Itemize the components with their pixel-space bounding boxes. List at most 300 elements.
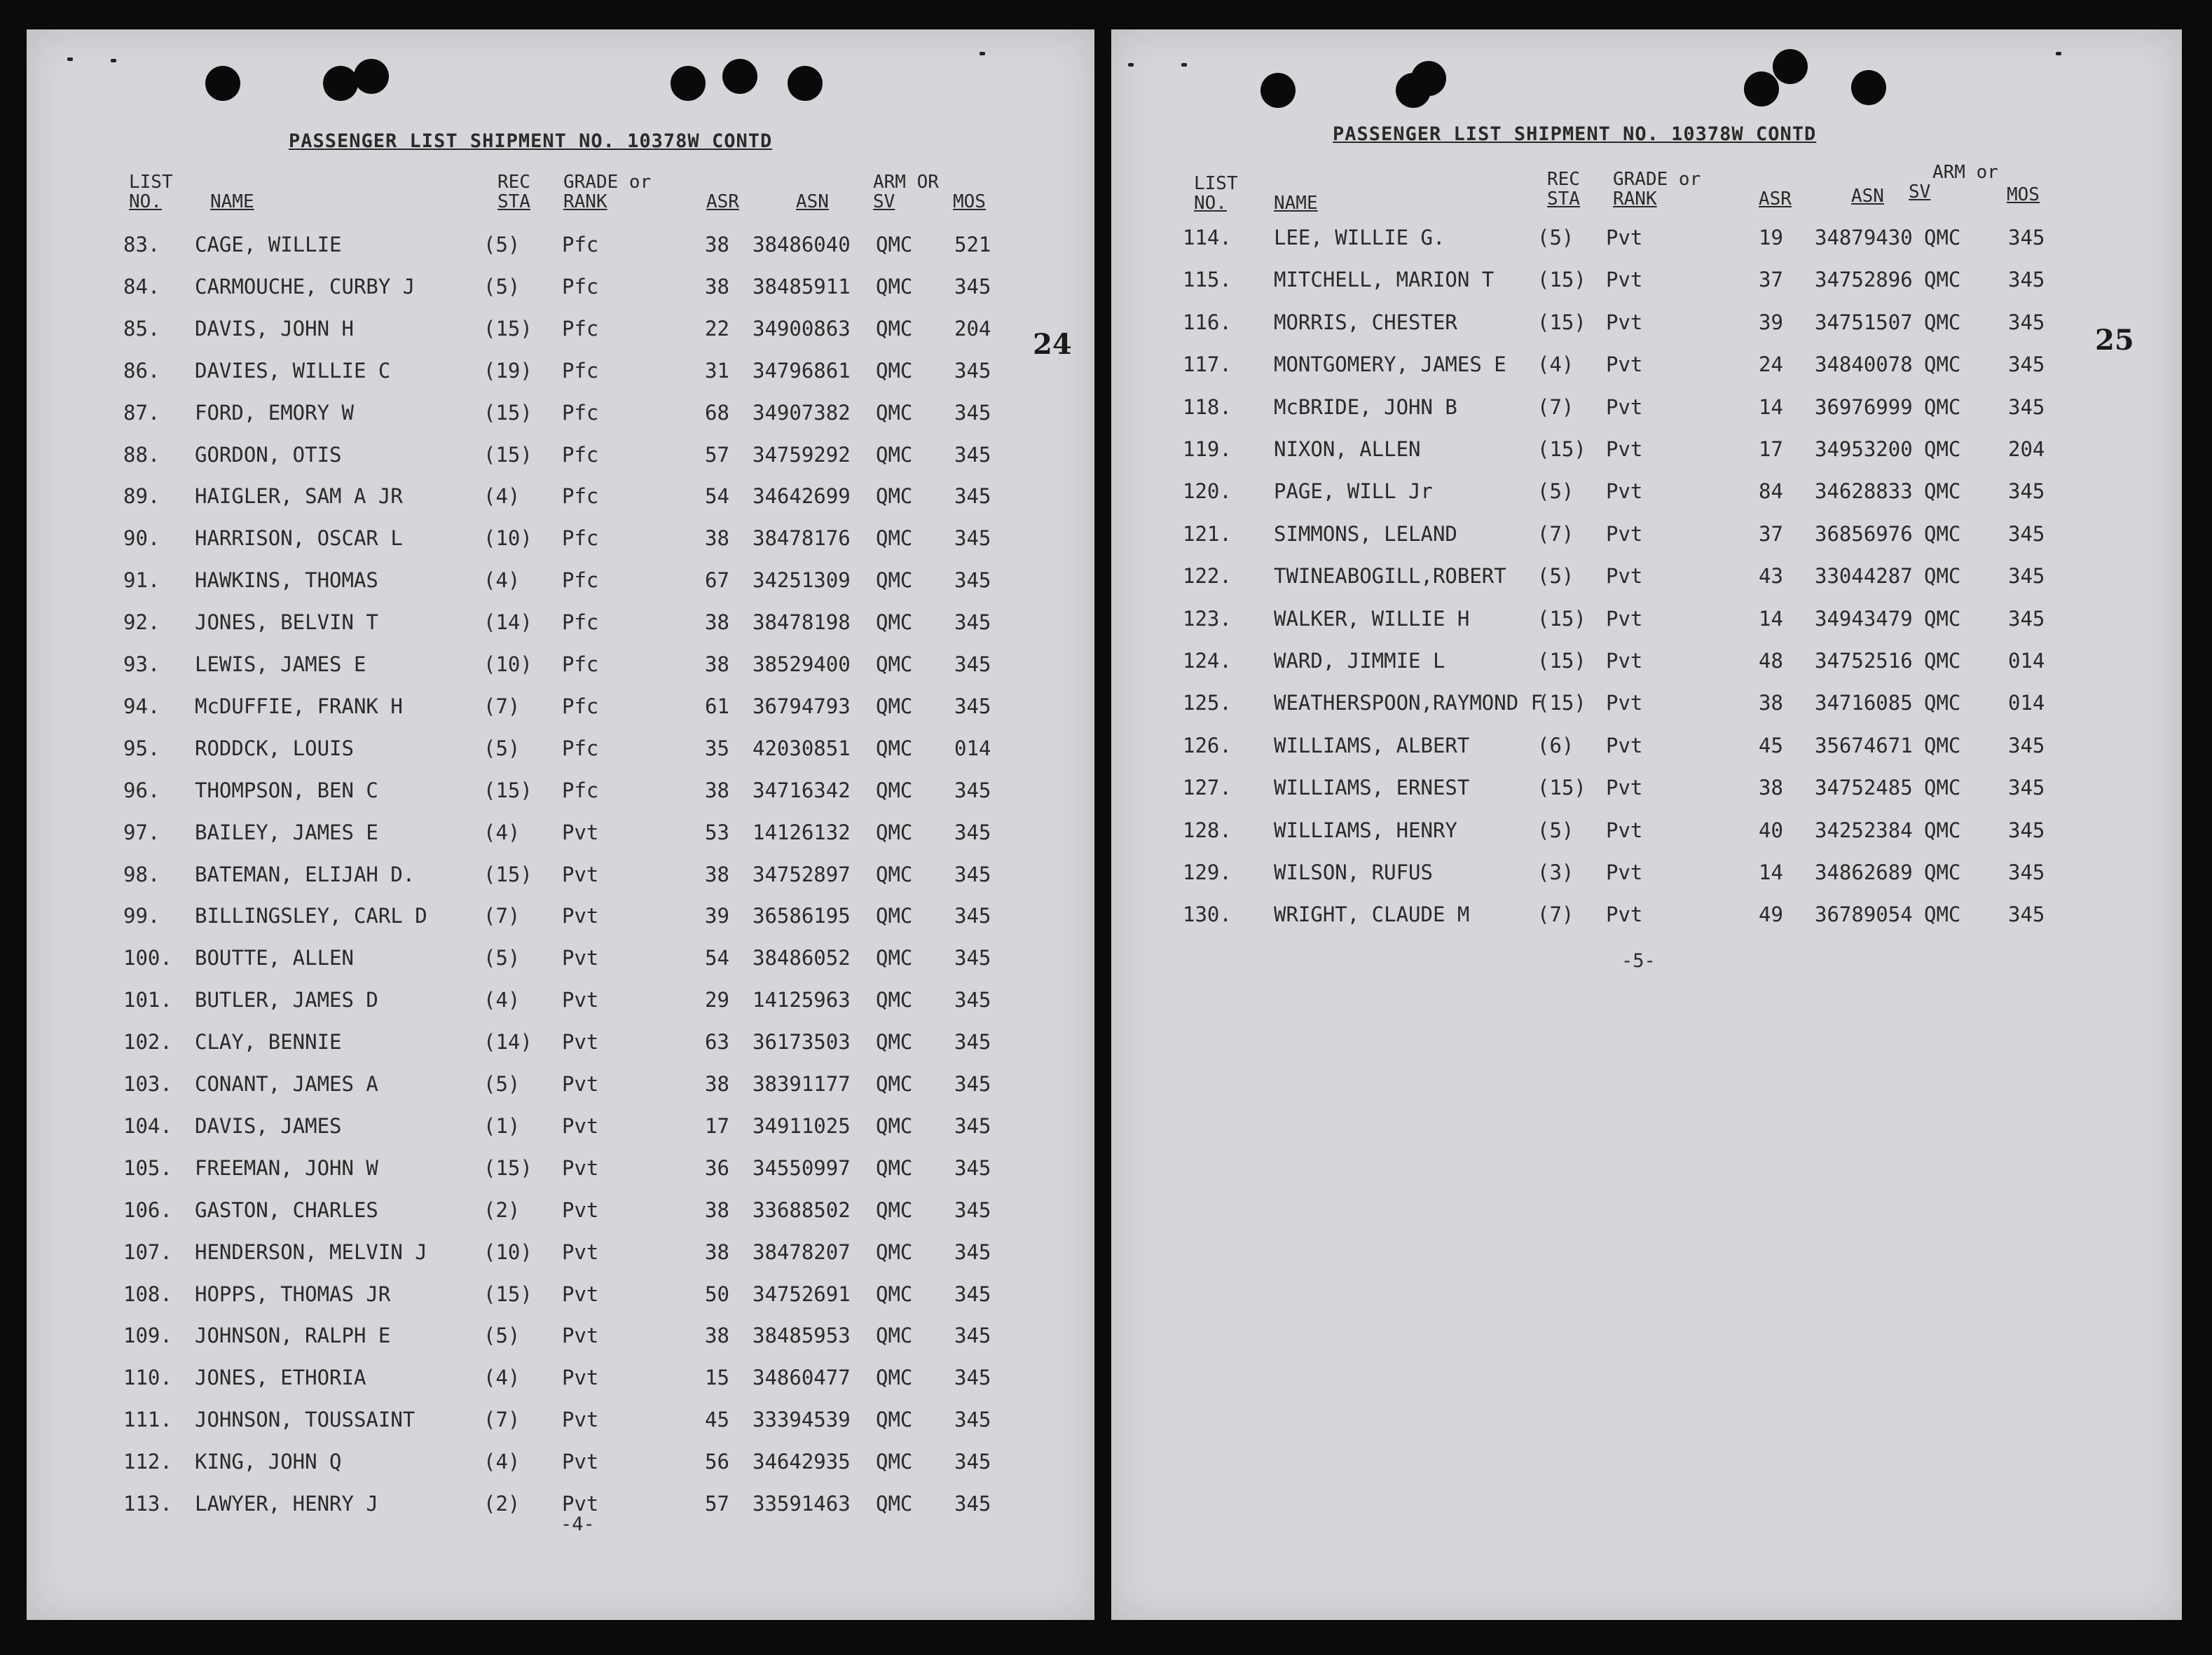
row-rec-sta: (7) [483, 904, 521, 928]
row-name: HOPPS, THOMAS JR [195, 1282, 391, 1306]
row-asr: 38 [705, 862, 729, 886]
row-rec-sta: (10) [483, 652, 533, 676]
table-row [1111, 310, 2182, 338]
row-list-no: 126. [1183, 733, 1232, 757]
row-rec-sta: (5) [483, 1324, 521, 1348]
header-list-no: LIST NO. [129, 172, 173, 212]
row-grade: Pvt [562, 820, 599, 844]
row-asn: 38486040 [753, 233, 851, 256]
row-mos: 345 [2008, 606, 2045, 631]
row-grade: Pfc [562, 274, 599, 298]
row-arm: QMC [876, 736, 913, 760]
row-name: THOMPSON, BEN C [195, 778, 378, 802]
row-asn: 38486052 [753, 946, 851, 970]
row-asn: 34796861 [753, 358, 851, 383]
row-asr: 37 [1759, 521, 1783, 546]
row-name: WRIGHT, CLAUDE M [1274, 902, 1470, 927]
row-asr: 24 [1759, 352, 1783, 377]
row-arm: QMC [876, 1155, 913, 1180]
header-arm: ARM OR SV [873, 172, 939, 212]
row-list-no: 100. [123, 946, 172, 970]
row-rec-sta: (15) [483, 316, 533, 341]
row-asr: 38 [1759, 691, 1783, 715]
row-asn: 34862689 [1815, 860, 1913, 884]
row-name: BILLINGSLEY, CARL D [195, 904, 427, 928]
speck [111, 59, 116, 62]
row-grade: Pvt [1606, 310, 1643, 334]
left-document-page [27, 29, 1094, 1620]
table-row [1111, 395, 2182, 423]
row-asn: 34752516 [1815, 649, 1913, 673]
row-name: BUTLER, JAMES D [195, 988, 378, 1012]
row-asn: 34751507 [1815, 310, 1913, 334]
row-asn: 33688502 [753, 1197, 851, 1222]
row-arm: QMC [876, 1450, 913, 1474]
row-asn: 34879430 [1815, 226, 1913, 249]
row-grade: Pvt [1606, 352, 1643, 377]
row-arm: QMC [1924, 691, 1961, 715]
row-list-no: 101. [123, 988, 172, 1012]
row-arm: QMC [1924, 352, 1961, 377]
punch-hole [1411, 61, 1446, 96]
row-name: PAGE, WILL Jr [1274, 479, 1433, 504]
row-grade: Pvt [562, 1113, 599, 1138]
table-row [27, 526, 1094, 554]
table-row [1111, 776, 2182, 804]
row-mos: 345 [954, 1282, 991, 1306]
header-asr: ASR [706, 191, 739, 212]
row-name: JOHNSON, TOUSSAINT [195, 1408, 415, 1432]
table-row [27, 736, 1094, 764]
row-asr: 22 [705, 316, 729, 341]
row-grade: Pvt [1606, 902, 1643, 927]
header-asn: ASN [796, 191, 829, 212]
row-arm: QMC [876, 778, 913, 802]
row-grade: Pfc [562, 484, 599, 509]
table-row [27, 401, 1094, 429]
row-mos: 345 [954, 778, 991, 802]
row-asr: 38 [705, 610, 729, 635]
row-asr: 63 [705, 1030, 729, 1055]
punch-hole [1260, 73, 1296, 108]
row-asn: 34716342 [753, 778, 851, 802]
row-arm: QMC [876, 1239, 913, 1264]
table-row [27, 652, 1094, 680]
row-list-no: 120. [1183, 479, 1232, 504]
table-row [27, 1282, 1094, 1310]
row-list-no: 86. [123, 358, 160, 383]
punch-hole [671, 66, 706, 101]
row-arm: QMC [876, 946, 913, 970]
row-mos: 345 [954, 1408, 991, 1432]
row-mos: 345 [2008, 479, 2045, 504]
table-row [27, 275, 1094, 303]
row-name: CARMOUCHE, CURBY J [195, 274, 415, 298]
row-asn: 36586195 [753, 904, 851, 928]
row-asr: 61 [705, 694, 729, 718]
row-asn: 34752691 [753, 1282, 851, 1306]
row-rec-sta: (4) [1537, 352, 1574, 377]
row-arm: QMC [876, 233, 913, 256]
row-mos: 345 [2008, 310, 2045, 334]
row-rec-sta: (5) [1537, 564, 1574, 589]
row-list-no: 105. [123, 1155, 172, 1180]
row-asr: 37 [1759, 268, 1783, 292]
row-mos: 345 [2008, 352, 2045, 377]
row-list-no: 104. [123, 1113, 172, 1138]
row-asn: 38485953 [753, 1324, 851, 1348]
row-grade: Pfc [562, 778, 599, 802]
row-grade: Pfc [562, 316, 599, 341]
row-mos: 345 [2008, 818, 2045, 842]
row-list-no: 116. [1183, 310, 1232, 334]
table-row [27, 1450, 1094, 1478]
row-name: GASTON, CHARLES [195, 1197, 378, 1222]
table-row [1111, 860, 2182, 888]
row-asr: 48 [1759, 649, 1783, 673]
row-grade: Pvt [1606, 394, 1643, 419]
row-mos: 345 [954, 1366, 991, 1390]
row-name: BAILEY, JAMES E [195, 820, 378, 844]
row-name: DAVIES, WILLIE C [195, 358, 391, 383]
table-row [1111, 479, 2182, 507]
row-list-no: 112. [123, 1450, 172, 1474]
row-grade: Pvt [562, 1239, 599, 1264]
row-list-no: 99. [123, 904, 160, 928]
row-grade: Pvt [562, 988, 599, 1012]
row-arm: QMC [876, 694, 913, 718]
row-name: WALKER, WILLIE H [1274, 606, 1470, 631]
row-rec-sta: (15) [1537, 649, 1586, 673]
table-row [27, 946, 1094, 974]
row-asr: 38 [705, 1072, 729, 1096]
table-row [27, 778, 1094, 806]
row-mos: 345 [954, 484, 991, 509]
table-row [27, 1408, 1094, 1436]
row-asn: 14126132 [753, 820, 851, 844]
row-list-no: 119. [1183, 437, 1232, 461]
row-arm: QMC [1924, 437, 1961, 461]
row-list-no: 107. [123, 1239, 172, 1264]
row-rec-sta: (2) [483, 1492, 521, 1516]
row-grade: Pvt [562, 904, 599, 928]
row-asn: 36976999 [1815, 394, 1913, 419]
row-rec-sta: (4) [483, 1450, 521, 1474]
table-row [27, 568, 1094, 596]
row-name: WEATHERSPOON,RAYMOND F [1274, 691, 1544, 715]
row-grade: Pfc [562, 442, 599, 467]
table-row [1111, 268, 2182, 296]
row-rec-sta: (15) [1537, 691, 1586, 715]
row-rec-sta: (5) [1537, 479, 1574, 504]
row-list-no: 93. [123, 652, 160, 676]
row-arm: QMC [876, 358, 913, 383]
punch-hole [722, 59, 757, 94]
row-rec-sta: (15) [1537, 310, 1586, 334]
row-asn: 34752896 [1815, 268, 1913, 292]
row-asr: 39 [705, 904, 729, 928]
row-list-no: 118. [1183, 394, 1232, 419]
row-name: McBRIDE, JOHN B [1274, 394, 1457, 419]
row-arm: QMC [876, 1030, 913, 1055]
row-name: NIXON, ALLEN [1274, 437, 1421, 461]
row-asn: 34752485 [1815, 776, 1913, 800]
row-grade: Pvt [562, 1030, 599, 1055]
page-title: PASSENGER LIST SHIPMENT NO. 10378W CONTD [289, 130, 773, 152]
row-list-no: 123. [1183, 606, 1232, 631]
row-list-no: 125. [1183, 691, 1232, 715]
row-asn: 34251309 [753, 568, 851, 593]
row-grade: Pvt [1606, 437, 1643, 461]
row-rec-sta: (15) [1537, 437, 1586, 461]
row-arm: QMC [876, 1324, 913, 1348]
right-document-page [1111, 29, 2182, 1620]
table-row [1111, 607, 2182, 635]
row-asn: 33044287 [1815, 564, 1913, 589]
row-rec-sta: (15) [1537, 776, 1586, 800]
row-mos: 345 [954, 1155, 991, 1180]
row-list-no: 111. [123, 1408, 172, 1432]
punch-hole [205, 66, 240, 101]
row-rec-sta: (5) [1537, 818, 1574, 842]
row-rec-sta: (5) [1537, 226, 1574, 249]
row-arm: QMC [1924, 564, 1961, 589]
row-arm: QMC [1924, 860, 1961, 884]
row-rec-sta: (5) [483, 736, 521, 760]
row-asr: 54 [705, 946, 729, 970]
row-mos: 345 [954, 526, 991, 551]
row-mos: 345 [954, 568, 991, 593]
row-grade: Pvt [1606, 649, 1643, 673]
row-list-no: 98. [123, 862, 160, 886]
punch-hole [788, 66, 823, 101]
table-row [1111, 691, 2182, 719]
row-rec-sta: (10) [483, 1239, 533, 1264]
row-mos: 345 [954, 1492, 991, 1516]
row-asn: 34911025 [753, 1113, 851, 1138]
row-rec-sta: (4) [483, 988, 521, 1012]
row-list-no: 113. [123, 1492, 172, 1516]
row-arm: QMC [1924, 606, 1961, 631]
row-rec-sta: (1) [483, 1113, 521, 1138]
row-asr: 14 [1759, 606, 1783, 631]
row-arm: QMC [876, 316, 913, 341]
row-mos: 345 [954, 1030, 991, 1055]
row-asr: 49 [1759, 902, 1783, 927]
punch-hole [323, 66, 358, 101]
table-row [27, 233, 1094, 261]
header-list-no: LIST NO. [1194, 173, 1238, 214]
row-asn: 36794793 [753, 694, 851, 718]
row-grade: Pvt [562, 946, 599, 970]
row-rec-sta: (3) [1537, 860, 1574, 884]
header-mos: MOS [953, 191, 986, 212]
row-asn: 38529400 [753, 652, 851, 676]
header-name: NAME [210, 191, 254, 212]
table-row [27, 484, 1094, 512]
row-grade: Pfc [562, 568, 599, 593]
table-row [27, 1198, 1094, 1226]
row-asr: 56 [705, 1450, 729, 1474]
page-number: -4- [561, 1513, 595, 1535]
row-asr: 38 [705, 1197, 729, 1222]
row-grade: Pfc [562, 358, 599, 383]
row-arm: QMC [1924, 226, 1961, 249]
row-asr: 67 [705, 568, 729, 593]
table-row [1111, 818, 2182, 846]
row-asr: 57 [705, 1492, 729, 1516]
header-rec-sta: REC STA [1547, 169, 1580, 210]
row-name: WARD, JIMMIE L [1274, 649, 1445, 673]
table-row [27, 820, 1094, 849]
row-name: JONES, ETHORIA [195, 1366, 366, 1390]
row-asr: 50 [705, 1282, 729, 1306]
row-rec-sta: (15) [483, 862, 533, 886]
row-asn: 42030851 [753, 736, 851, 760]
row-list-no: 128. [1183, 818, 1232, 842]
row-grade: Pvt [562, 1492, 599, 1516]
row-grade: Pfc [562, 652, 599, 676]
table-row [1111, 564, 2182, 592]
header-grade: GRADE or RANK [563, 172, 652, 212]
row-name: DAVIS, JAMES [195, 1113, 342, 1138]
table-row [27, 1072, 1094, 1100]
row-mos: 345 [954, 652, 991, 676]
row-rec-sta: (7) [1537, 521, 1574, 546]
row-arm: QMC [876, 526, 913, 551]
row-list-no: 84. [123, 274, 160, 298]
table-row [27, 1240, 1094, 1268]
row-list-no: 96. [123, 778, 160, 802]
row-mos: 014 [2008, 649, 2045, 673]
row-mos: 345 [2008, 226, 2045, 249]
speck [67, 57, 73, 61]
row-arm: QMC [876, 820, 913, 844]
row-mos: 345 [954, 1197, 991, 1222]
row-asn: 34550997 [753, 1155, 851, 1180]
punch-hole [1773, 49, 1808, 84]
row-name: WILSON, RUFUS [1274, 860, 1433, 884]
row-mos: 014 [2008, 691, 2045, 715]
row-grade: Pvt [562, 1155, 599, 1180]
header-arm: ARM or SV [1909, 162, 1998, 202]
row-asn: 34840078 [1815, 352, 1913, 377]
header-asr: ASR [1759, 188, 1792, 210]
row-name: MITCHELL, MARION T [1274, 268, 1495, 292]
row-grade: Pvt [562, 1450, 599, 1474]
row-name: CAGE, WILLIE [195, 233, 342, 256]
row-mos: 345 [954, 820, 991, 844]
row-name: LEE, WILLIE G. [1274, 226, 1445, 249]
row-grade: Pvt [562, 1366, 599, 1390]
row-name: BATEMAN, ELIJAH D. [195, 862, 415, 886]
row-mos: 345 [2008, 268, 2045, 292]
row-rec-sta: (7) [1537, 394, 1574, 419]
row-arm: QMC [876, 1072, 913, 1096]
row-grade: Pvt [562, 1282, 599, 1306]
row-list-no: 83. [123, 233, 160, 256]
row-name: BOUTTE, ALLEN [195, 946, 354, 970]
row-arm: QMC [1924, 310, 1961, 334]
row-list-no: 90. [123, 526, 160, 551]
row-arm: QMC [1924, 268, 1961, 292]
row-asn: 34252384 [1815, 818, 1913, 842]
table-row [27, 443, 1094, 471]
row-arm: QMC [1924, 479, 1961, 504]
row-list-no: 106. [123, 1197, 172, 1222]
row-rec-sta: (10) [483, 526, 533, 551]
table-row [1111, 522, 2182, 550]
row-mos: 345 [954, 358, 991, 383]
row-mos: 345 [954, 1450, 991, 1474]
row-asn: 34907382 [753, 400, 851, 425]
row-rec-sta: (6) [1537, 733, 1574, 757]
row-list-no: 85. [123, 316, 160, 341]
row-rec-sta: (19) [483, 358, 533, 383]
row-asr: 38 [705, 778, 729, 802]
table-row [27, 359, 1094, 387]
row-mos: 345 [954, 946, 991, 970]
row-grade: Pvt [1606, 479, 1643, 504]
row-rec-sta: (15) [1537, 606, 1586, 631]
row-grade: Pvt [1606, 776, 1643, 800]
row-name: SIMMONS, LELAND [1274, 521, 1457, 546]
row-grade: Pvt [1606, 818, 1643, 842]
row-mos: 345 [954, 1239, 991, 1264]
speck [980, 52, 985, 55]
row-name: FORD, EMORY W [195, 400, 354, 425]
row-asn: 34752897 [753, 862, 851, 886]
row-arm: QMC [876, 904, 913, 928]
speck [1128, 63, 1134, 67]
row-asn: 34759292 [753, 442, 851, 467]
row-asr: 43 [1759, 564, 1783, 589]
table-row [1111, 649, 2182, 677]
row-name: TWINEABOGILL,ROBERT [1274, 564, 1506, 589]
row-asr: 35 [705, 736, 729, 760]
row-rec-sta: (15) [483, 1282, 533, 1306]
row-asr: 40 [1759, 818, 1783, 842]
row-arm: QMC [876, 274, 913, 298]
row-rec-sta: (2) [483, 1197, 521, 1222]
row-mos: 345 [954, 1113, 991, 1138]
row-list-no: 114. [1183, 226, 1232, 249]
row-list-no: 117. [1183, 352, 1232, 377]
punch-hole [1851, 70, 1886, 105]
table-row [27, 694, 1094, 722]
speck [1181, 63, 1187, 67]
row-asr: 57 [705, 442, 729, 467]
row-asr: 84 [1759, 479, 1783, 504]
row-mos: 345 [2008, 394, 2045, 419]
header-name: NAME [1274, 193, 1318, 214]
row-list-no: 103. [123, 1072, 172, 1096]
row-name: FREEMAN, JOHN W [195, 1155, 378, 1180]
row-name: CLAY, BENNIE [195, 1030, 342, 1055]
row-list-no: 95. [123, 736, 160, 760]
table-row [1111, 352, 2182, 380]
row-arm: QMC [876, 988, 913, 1012]
row-rec-sta: (14) [483, 1030, 533, 1055]
row-asr: 53 [705, 820, 729, 844]
row-name: HARRISON, OSCAR L [195, 526, 403, 551]
row-asn: 33394539 [753, 1408, 851, 1432]
row-asn: 14125963 [753, 988, 851, 1012]
row-asr: 45 [705, 1408, 729, 1432]
row-name: HAIGLER, SAM A JR [195, 484, 403, 509]
row-asr: 38 [705, 526, 729, 551]
table-row [27, 863, 1094, 891]
